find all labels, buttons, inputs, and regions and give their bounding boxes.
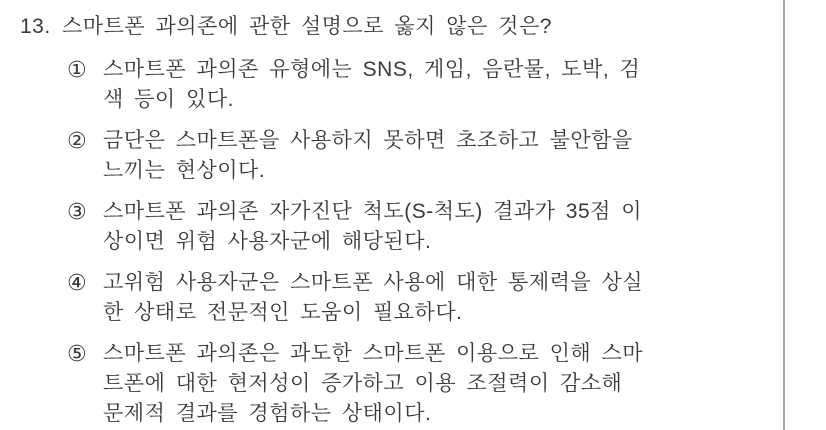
choice-list [67,55,826,429]
choice-2-text [103,126,633,186]
choice-line: 트폰에 대한 현저성이 증가하고 이용 조절력이 감소해 [103,372,623,395]
question-row [20,12,826,42]
choice-2-marker: ② [67,128,87,153]
choice-line: 상이면 위험 사용자군에 해당된다. [103,230,432,253]
choice-line: 스마트폰 과의존 유형에는 SNS, 게임, 음란물, 도박, 검 [103,58,641,81]
choice-1-text [103,55,640,115]
choice-line: 문제적 결과를 경험하는 상태이다. [103,402,432,425]
choice-1 [67,55,826,115]
choice-line: 색 등이 있다. [103,88,234,111]
choice-5-text [103,339,643,429]
choice-4-marker: ④ [67,270,87,295]
choice-3-text [103,197,642,257]
choice-5 [67,339,826,429]
question-text: 스마트폰 과의존에 관한 설명으로 옳지 않은 것은? [62,15,552,38]
choice-4 [67,268,826,328]
choice-3-marker: ③ [67,199,87,224]
question-number: 13. [20,15,51,38]
choice-1-marker: ① [67,57,87,82]
choice-line: 스마트폰 과의존 자가진단 척도(S-척도) 결과가 35점 이 [103,200,643,223]
choice-line: 한 상태로 전문적인 도움이 필요하다. [103,301,463,324]
choice-2 [67,126,826,186]
choice-5-marker: ⑤ [67,341,87,366]
choice-line: 고위험 사용자군은 스마트폰 사용에 대한 통제력을 상실 [103,271,644,294]
choice-4-text [103,268,643,328]
choice-line: 느끼는 현상이다. [103,159,266,182]
choice-line: 스마트폰 과의존은 과도한 스마트폰 이용으로 인해 스마 [103,342,644,365]
choice-3 [67,197,826,257]
column-divider [783,0,785,430]
choice-line: 금단은 스마트폰을 사용하지 못하면 초조하고 불안함을 [103,129,633,152]
